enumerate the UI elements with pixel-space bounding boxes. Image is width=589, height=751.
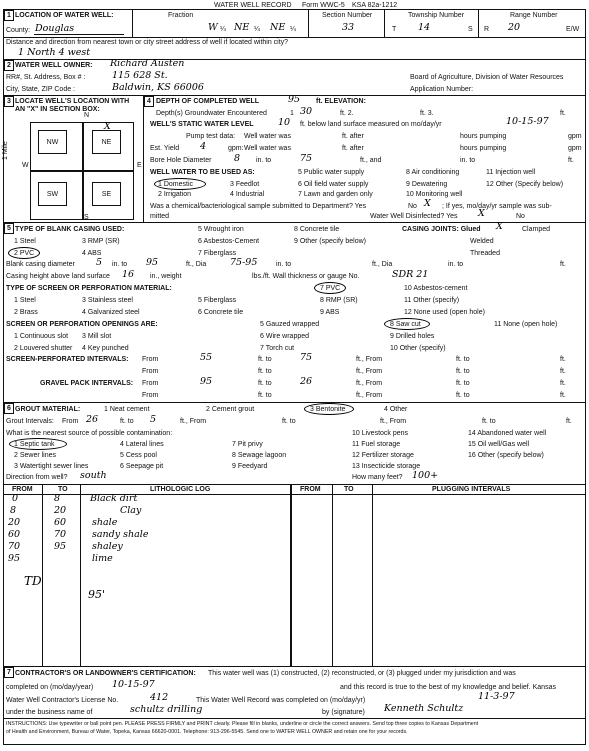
opening-key[interactable]: 4 Key punched [82,345,129,352]
openings-title: SCREEN OR PERFORATION OPENINGS ARE: [6,321,158,328]
quarter-2[interactable]: NE [234,22,250,33]
direction-value[interactable]: south [80,470,107,481]
log-header-from2: FROM [300,486,321,493]
grout-from-label: From [62,418,79,425]
quarter-3[interactable]: NE [270,22,286,33]
grout-other[interactable]: 4 Other [384,406,408,413]
spi-from[interactable]: 55 [200,352,213,363]
log-desc[interactable]: Clay [120,505,142,516]
contam-septic-circle [9,438,67,450]
static-date[interactable]: 10-15-97 [506,116,549,127]
pump-hours: hours pumping [460,133,507,140]
spi-ft-to-2: ft. to [456,368,470,375]
section-number: 3 [4,96,14,107]
distance-label: Distance and direction from nearest town or city street address of well if located within city? [6,39,289,46]
bcd-in: in. to [112,261,128,268]
opening-drilled[interactable]: 9 Drilled holes [390,333,435,340]
contam-watertight[interactable]: 3 Watertight sewer lines [14,463,89,470]
gpi-to[interactable]: 26 [300,376,313,387]
grout-neat[interactable]: 1 Neat cement [104,406,150,413]
gpi-ft-to-2: ft. to [456,392,470,399]
casing-title: TYPE OF BLANK CASING USED: [15,226,125,233]
gpi-ft-from-2: ft., From [356,392,383,399]
bcd-to[interactable]: 95 [146,257,159,268]
section-number: 5 [4,223,14,234]
section-number: 4 [144,96,154,107]
gpi-from-label: From [142,380,159,387]
use-other[interactable]: 12 Other (Specify below) [486,181,564,188]
license-rest: This Water Well Record was completed on (mo/day/yr) [196,697,366,704]
gpi-from[interactable]: 95 [200,376,213,387]
chem-no[interactable]: No [408,203,417,210]
section-number: 1 [4,10,14,21]
contam-privy[interactable]: 7 Pit privy [232,441,263,448]
opening-other[interactable]: 10 Other (specify) [390,345,446,352]
section-number: 6 [4,403,14,414]
screen-fiberglass[interactable]: 5 Fiberglass [198,297,237,304]
section-label: Section Number [322,12,373,19]
pump-label: Pump test data: [186,133,236,140]
groundwater-ft3: ft. 3. [420,110,434,117]
casing-wrought[interactable]: 5 Wrought iron [198,226,244,233]
contam-fuel[interactable]: 11 Fuel storage [352,441,401,448]
chem-mitted: mitted [150,213,170,220]
yield-unit: gpm: [228,145,244,152]
locate-title-2: AN "X" IN SECTION BOX: [15,106,100,113]
disinfected-mark: X [478,208,485,219]
bore-value[interactable]: 8 [234,153,241,164]
contam-septic[interactable]: 1 Septic tank [14,441,55,448]
grout-ft-to-2: ft. to [482,418,496,425]
address-value[interactable]: 115 628 St. [112,70,168,81]
casing-concrete[interactable]: 8 Concrete tile [294,226,340,233]
screen-none[interactable]: 12 None used (open hole) [404,309,485,316]
spi-from-label-2: From [142,368,159,375]
screen-asbestos[interactable]: 10 Asbestos-cement [404,285,468,292]
north-label: N [84,112,90,119]
height-value[interactable]: 16 [122,269,135,280]
screen-stainless[interactable]: 3 Stainless steel [82,297,133,304]
log-header-to: TO [58,486,68,493]
height-sdr[interactable]: SDR 21 [392,269,429,280]
static-unit: ft. below land surface measured on mo/day/yr [300,121,442,128]
gpi-label: GRAVEL PACK INTERVALS: [40,380,134,387]
use-feedlot[interactable]: 3 Feedlot [230,181,260,188]
bcd-ft2: ft., Dia [372,261,393,268]
depth-value[interactable]: 95 [288,94,301,105]
grout-intervals-label: Grout Intervals: [6,418,54,425]
quarter-sep: ¼ [220,26,226,33]
location-title: LOCATION OF WATER WELL: [15,12,114,19]
joints-threaded[interactable]: Threaded [470,250,500,257]
form-title: WATER WELL RECORD [214,2,292,9]
grout-ft-from: ft., From [180,418,207,425]
spi-ft-from: ft., From [356,356,383,363]
casing-steel[interactable]: 1 Steel [14,238,36,245]
range-ew: E/W [566,26,580,33]
gpi-to-label: ft. to [258,380,272,387]
log-header-plugging: PLUGGING INTERVALS [432,486,511,493]
log-desc[interactable]: sandy shale [92,529,149,540]
use-oilfield[interactable]: 6 Oil field water supply [298,181,369,188]
signature-value[interactable]: Kenneth Schultz [384,703,464,714]
joints-clamped[interactable]: Clamped [522,226,551,233]
bcd-ft3: ft. [560,261,566,268]
spi-ft-end: ft. [560,356,566,363]
nw-quarter[interactable]: NW [38,130,67,154]
business-label: under the business name of [6,709,93,716]
contam-fertilizer[interactable]: 12 Fertilizer storage [352,452,414,459]
township-t: T [392,26,397,33]
groundwater-ft2: ft. 2. [340,110,354,117]
owner-value[interactable]: Richard Austen [110,58,185,69]
contam-question: What is the nearest source of possible contamination: [6,430,173,437]
yield-gpm: gpm [568,145,582,152]
use-public[interactable]: 5 Public water supply [298,169,365,176]
license-value[interactable]: 412 [150,692,169,703]
log-from[interactable]: 20 [8,517,21,528]
ksa-number: KSA 82a-1212 [352,2,398,9]
city-label: City, State, ZIP Code : [6,86,75,93]
completed-value[interactable]: 10-15-97 [112,679,155,690]
casing-abs[interactable]: 4 ABS [82,250,102,257]
screen-steel[interactable]: 1 Steel [14,297,36,304]
casing-rmp[interactable]: 3 RMP (SR) [82,238,120,245]
west-label: W [22,162,29,169]
county-label: County: [6,27,31,34]
opening-torch[interactable]: 7 Torch cut [260,345,295,352]
log-td: TD [24,574,42,588]
screen-galvanized[interactable]: 4 Galvanized steel [82,309,140,316]
howmany-value[interactable]: 100+ [412,470,439,481]
bore-ft2: ft. [568,157,574,164]
log-from[interactable]: 70 [8,541,21,552]
se-quarter[interactable]: SE [92,182,121,206]
log-desc[interactable]: shale [92,517,118,528]
log-header-litho: LITHOLOGIC LOG [150,486,211,493]
bore-ft: ft., and [360,157,382,164]
contam-insecticide[interactable]: 13 Insecticide storage [352,463,421,470]
joints-label: CASING JOINTS: Glued [402,226,481,233]
signature-label: by (signature) [322,709,365,716]
section-number: 7 [4,667,14,678]
disinfected-no[interactable]: No [516,213,525,220]
grout-cement[interactable]: 2 Cement grout [206,406,255,413]
pump-after: ft. after [342,133,364,140]
opening-none[interactable]: 11 None (open hole) [494,321,558,328]
ne-quarter[interactable]: NE [92,130,121,154]
use-domestic[interactable]: 1 Domestic [158,181,194,188]
log-to[interactable]: 8 [54,493,61,504]
section-number: 2 [4,60,14,71]
use-industrial[interactable]: 4 Industrial [230,191,265,198]
screen-other[interactable]: 11 Other (specify) [404,297,460,304]
log-desc[interactable]: shaley [92,541,123,552]
groundwater-1: 1 [290,110,294,117]
owner-label: WATER WELL OWNER: [15,62,93,69]
log-header-from: FROM [12,486,33,493]
business-value[interactable]: schultz drilling [130,704,203,715]
casing-other[interactable]: 9 Other (specify below) [294,238,366,245]
gpi-ft-to: ft. to [456,380,470,387]
range-r: R [484,26,490,33]
yield-after: ft. after [342,145,364,152]
casing-asbestos[interactable]: 6 Asbestos-Cement [198,238,260,245]
range-label: Range Number [510,12,558,19]
joints-welded[interactable]: Welded [470,238,494,245]
gpi-from-label-2: From [142,392,159,399]
contam-oilwell[interactable]: 15 Oil well/Gas well [468,441,530,448]
quarter-1[interactable]: W [208,22,218,33]
screen-title: TYPE OF SCREEN OR PERFORATION MATERIAL: [6,285,172,292]
log-desc[interactable]: Black dirt [90,493,138,504]
contam-other[interactable]: 16 Other (specify below) [468,452,544,459]
opening-continuous[interactable]: 1 Continuous slot [14,333,69,340]
gpi-to-label-2: ft. to [258,392,272,399]
spi-from-label: From [142,356,159,363]
bore-to[interactable]: 75 [300,153,313,164]
groundwater-ft: ft. [560,110,566,117]
bore-in2: in. to [460,157,476,164]
gpi-ft-end: ft. [560,380,566,387]
screen-abs[interactable]: 9 ABS [320,309,340,316]
sw-quarter[interactable]: SW [38,182,67,206]
chem-no-mark: X [424,198,431,209]
township-value[interactable]: 14 [418,22,431,33]
contam-feedyard[interactable]: 9 Feedyard [232,463,268,470]
use-title: WELL WATER TO BE USED AS: [150,169,255,176]
spi-label: SCREEN-PERFORATED INTERVALS: [6,356,129,363]
spi-ft-to: ft. to [456,356,470,363]
log-desc[interactable]: lime [92,553,113,564]
range-value[interactable]: 20 [508,22,521,33]
groundwater-value[interactable]: 30 [300,106,313,117]
county-value[interactable]: Douglas [35,23,75,34]
pump-gpm: gpm [568,133,582,140]
completed-rest: and this record is true to the best of my knowledge and belief. Kansas [340,684,556,691]
township-s: S [468,26,473,33]
grout-to[interactable]: 5 [150,414,157,425]
casing-pvc-circle [8,247,40,259]
use-monitoring[interactable]: 10 Monitoring well [406,191,463,198]
section-box[interactable] [14,114,136,214]
screen-rmp[interactable]: 8 RMP (SR) [320,297,358,304]
use-lawn[interactable]: 7 Lawn and garden only [298,191,373,198]
pump-well-water: Well water was [244,133,291,140]
screen-brass[interactable]: 2 Brass [14,309,38,316]
screen-pvc[interactable]: 7 PVC [320,285,341,292]
form-number: Form WWC-5 [302,2,345,9]
quarter-sep: ¼ [290,26,296,33]
bcd-in2: in. to [276,261,292,268]
chem-question: Was a chemical/bacteriological sample submitted to Department? Yes [150,203,367,210]
log-to[interactable]: 70 [54,529,67,540]
contam-abandoned[interactable]: 14 Abandoned water well [468,430,547,437]
cert-text: This water well was (1) constructed, (2) reconstructed, or (3) plugged under my jurisdiction and was [208,670,516,677]
completed-label: completed on (mo/day/year) [6,684,94,691]
height-lbs: lbs./ft. Wall thickness or gauge No. [252,273,360,280]
depth-unit: ft. ELEVATION: [316,98,366,105]
contam-seepage[interactable]: 6 Seepage pit [120,463,164,470]
south-label: S [84,214,89,221]
screen-concrete[interactable]: 6 Concrete tile [198,309,244,316]
city-value[interactable]: Baldwin, KS 66006 [112,82,204,93]
spi-to-label-2: ft. to [258,368,272,375]
fraction-label: Fraction [168,12,194,19]
gpi-ft-end-2: ft. [560,392,566,399]
joints-mark: X [496,221,503,232]
license-label: Water Well Contractor's License No. [6,697,119,704]
bcd-ft: ft., Dia [186,261,207,268]
spi-ft-from-2: ft., From [356,368,383,375]
address-label: RR#, St. Address, Box # : [6,74,86,81]
instructions: INSTRUCTIONS: Use typewriter or ball point pen. PLEASE PRESS FIRMLY and PRINT clearly. Please fill in blanks, underline or circle the correct answers. Send top three copies to Kansas Department [6,721,479,727]
casing-fiberglass[interactable]: 7 Fiberglass [198,250,237,257]
opening-louvered[interactable]: 2 Louvered shutter [14,345,73,352]
east-label: E [137,162,142,169]
opening-saw-circle [384,318,430,330]
direction-label: Direction from well? [6,474,68,481]
gpi-ft-from: ft., From [356,380,383,387]
log-to[interactable]: 95 [54,541,67,552]
screen-pvc-circle [314,282,346,294]
log-from[interactable]: 0 [12,493,19,504]
application-label: Application Number: [410,86,474,93]
log-header-to2: TO [344,486,354,493]
quarter-sep: ¼ [254,26,260,33]
spi-ft-end-2: ft. [560,368,566,375]
contam-livestock[interactable]: 10 Livestock pens [352,430,409,437]
yield-well-water: Well water was [244,145,291,152]
instructions-2: of Health and Environment, Bureau of Water, Topeka, Kansas 66620-0001. Telephone: 913-296-5545. Send one to WATER WELL OWNER and retain one for your records. [6,729,408,735]
use-irrigation[interactable]: 2 Irrigation [158,191,192,198]
groundwater-label: Depth(s) Groundwater Encountered [156,110,267,117]
use-injection[interactable]: 11 Injection well [486,169,536,176]
depth-label: DEPTH OF COMPLETED WELL [156,98,260,105]
grout-ft-end: ft., From [380,418,407,425]
height-in: in., weight [150,273,182,280]
opening-saw[interactable]: 8 Saw cut [390,321,421,328]
opening-wire[interactable]: 6 Wire wrapped [260,333,310,340]
contam-lagoon[interactable]: 8 Sewage lagoon [232,452,287,459]
spi-to[interactable]: 75 [300,352,313,363]
log-from[interactable]: 8 [10,505,17,516]
contam-cess[interactable]: 5 Cess pool [120,452,157,459]
grout-label: GROUT MATERIAL: [15,406,81,413]
contam-sewer[interactable]: 2 Sewer lines [14,452,57,459]
disinfected-label: Water Well Disinfected? Yes [370,213,458,220]
log-td-value: 95' [88,588,106,601]
contam-lateral[interactable]: 4 Lateral lines [120,441,164,448]
bore-in: in. to [256,157,272,164]
use-domestic-circle [154,178,206,190]
yield-label: Est. Yield [150,145,180,152]
locate-title: LOCATE WELL'S LOCATION WITH [15,98,130,105]
cert-label: CONTRACTOR'S OR LANDOWNER'S CERTIFICATION: [15,670,196,677]
grout-to-label: ft. to [120,418,134,425]
bcd-dia2[interactable]: 75-95 [230,257,258,268]
grout-ft-to: ft. to [282,418,296,425]
grout-bentonite-circle [304,403,354,415]
yield-value[interactable]: 4 [200,141,207,152]
log-to[interactable]: 60 [54,517,67,528]
section-value[interactable]: 33 [342,22,355,33]
board-text: Board of Agriculture, Division of Water Resources [410,74,564,81]
grout-bentonite[interactable]: 3 Bentonite [310,406,346,413]
static-label: WELL'S STATIC WATER LEVEL [150,121,254,128]
bcd-value[interactable]: 5 [96,257,103,268]
log-to[interactable]: 20 [54,505,67,516]
static-value[interactable]: 10 [278,117,291,128]
spi-to-label: ft. to [258,356,272,363]
location-mark: X [104,121,111,132]
height-label: Casing height above land surface [6,273,110,280]
yield-hours: hours pumping [460,145,507,152]
bore-label: Bore Hole Diameter [150,157,212,164]
grout-from[interactable]: 26 [86,414,99,425]
chem-rest: ; If yes, mo/day/yr sample was sub- [442,203,552,210]
casing-pvc[interactable]: 2 PVC [14,250,35,257]
howmany-label: How many feet? [352,474,403,481]
grout-ft-last: ft. [566,418,572,425]
log-from[interactable]: 95 [8,553,21,564]
bcd-in3: in. to [448,261,464,268]
record-date[interactable]: 11-3-97 [478,691,515,702]
use-air[interactable]: 8 Air conditioning [406,169,460,176]
bcd-label: Blank casing diameter [6,261,75,268]
mile-label: 1 Mile [2,141,9,160]
opening-gauzed[interactable]: 5 Gauzed wrapped [260,321,320,328]
opening-mill[interactable]: 3 Mill slot [82,333,112,340]
use-dewatering[interactable]: 9 Dewatering [406,181,448,188]
log-from[interactable]: 60 [8,529,21,540]
township-label: Township Number [408,12,465,19]
distance-value[interactable]: 1 North 4 west [18,47,91,58]
